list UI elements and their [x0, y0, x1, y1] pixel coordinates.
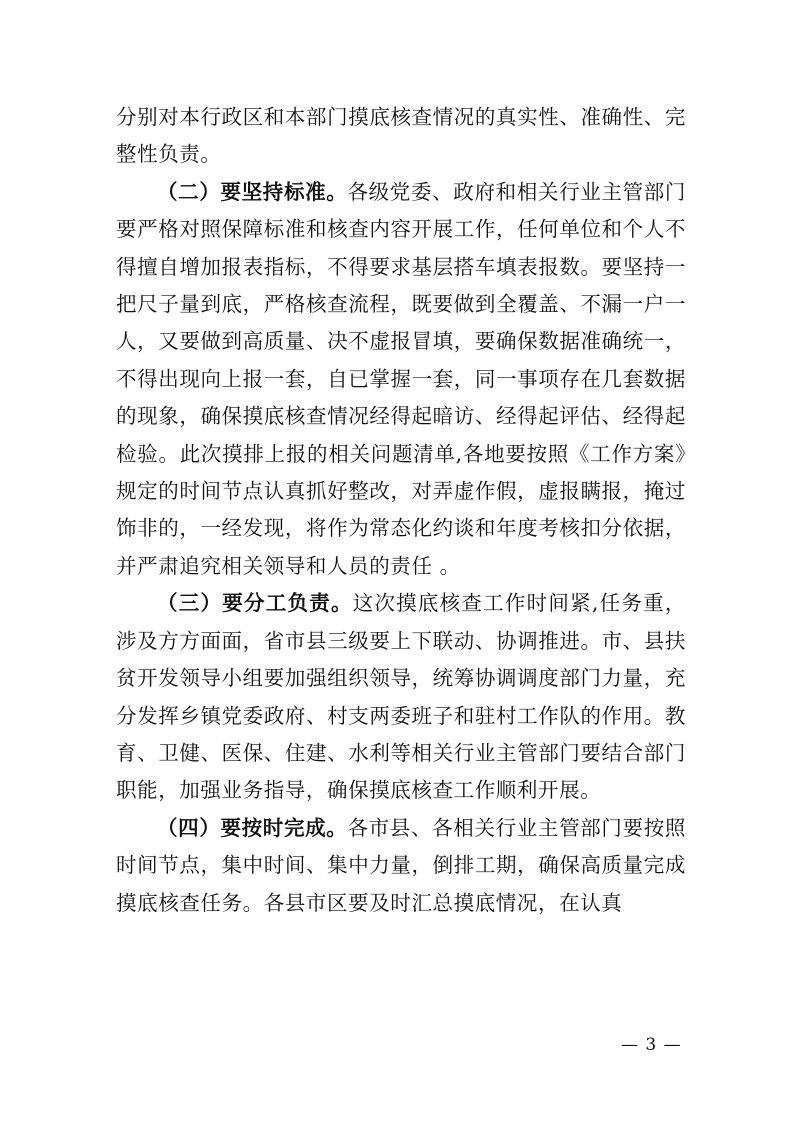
paragraph-complete-on-time: [116, 810, 686, 922]
paragraph-text: 各市县、各相关行业主管部门要按照时间节点，集中时间、集中力量，倒排工期，确保高质量完成摸底核查任务。各县市区要及时汇总摸底情况，在认真: [116, 815, 686, 915]
paragraph-heading: （四）要按时完成。: [157, 815, 348, 840]
paragraph-text: 各级党委、政府和相关行业主管部门要严格对照保障标准和核查内容开展工作，任何单位和个人不得擅自增加报表指标，不得要求基层搭车填表报数。要坚持一把尺子量到底，严格核查流程，既要做到全覆盖、不漏一户一人，又要做到高质量、决不虚报冒填，要确保数据准确统一，不得出现向上报一套，自已掌握一套，同一事项存在几套数据的现象，确保摸底核查情况经得起暗访、经得起评估、经得起检验。此次摸排上报的相关问题清单,各地要按照《工作方案》规定的时间节点认真抓好整改，对弄虚作假，虚报瞒报，掩过饰非的，一经发现，将作为常态化约谈和年度考核扣分依据，并严肃追究相关领导和人员的责任 。: [116, 179, 686, 578]
paragraph-text: 分别对本行政区和本部门摸底核查情况的真实性、准确性、完整性负责。: [116, 105, 686, 167]
paragraph-continuation: [116, 99, 686, 174]
paragraph-heading: （三）要分工负责。: [157, 591, 353, 616]
page-number: — 3 —: [621, 1035, 682, 1055]
paragraph-division-of-labor: [116, 585, 686, 809]
paragraph-heading: （二）要坚持标准。: [157, 179, 348, 204]
paragraph-adhere-standards: [116, 174, 686, 585]
body-text: [116, 99, 686, 922]
paragraph-text: 这次摸底核查工作时间紧,任务重，涉及方方面面，省市县三级要上下联动、协调推进。市、县扶贫开发领导小组要加强组织领导，统筹协调调度部门力量，充分发挥乡镇党委政府、村支两委班子和驻村工作队的作用。教育、卫健、医保、住建、水利等相关行业主管部门要结合部门职能，加强业务指导，确保摸底核查工作顺利开展。: [116, 591, 686, 803]
